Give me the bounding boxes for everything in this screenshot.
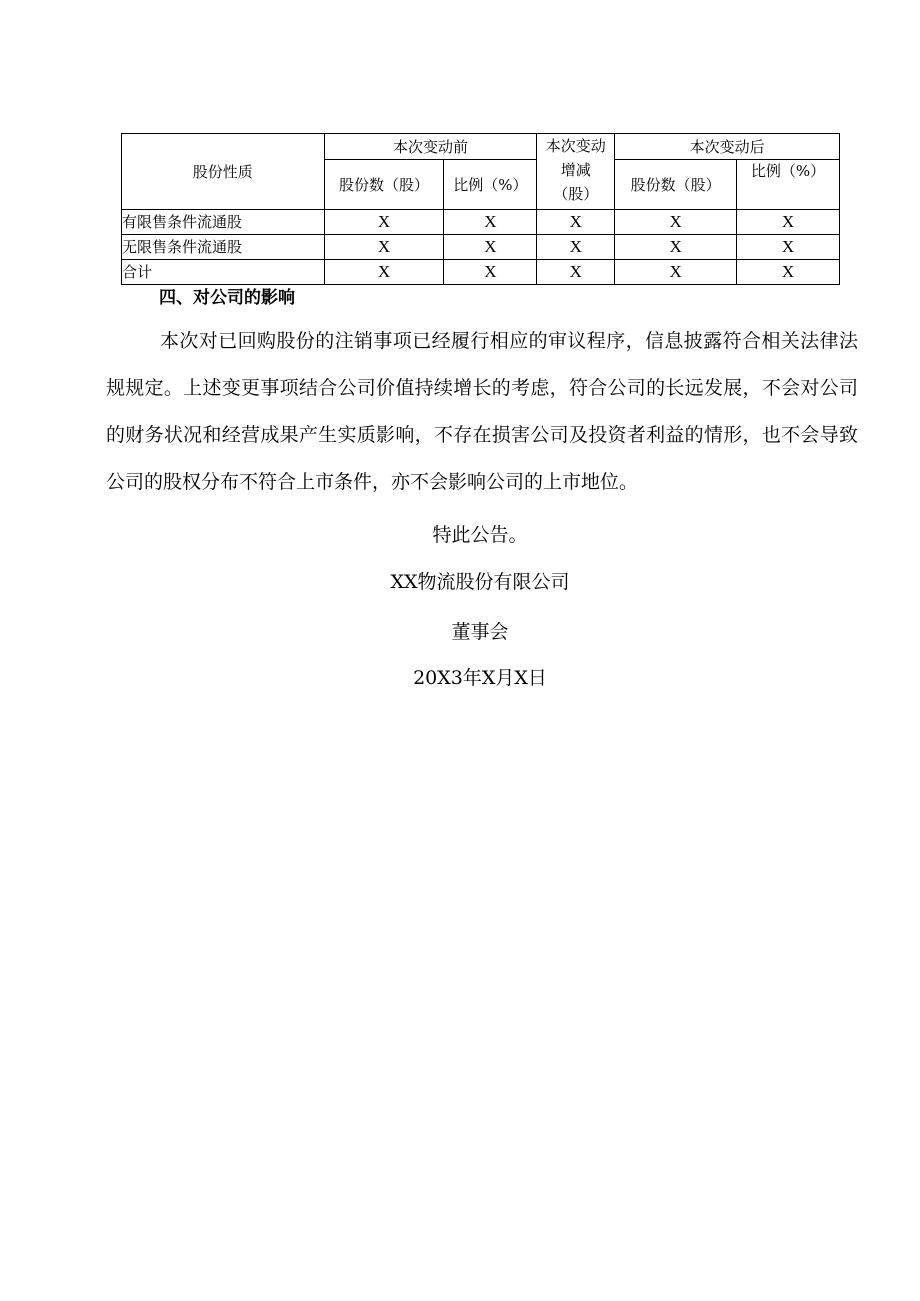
header-after-shares: 股份数（股） xyxy=(615,160,737,210)
board-signature: 董事会 xyxy=(451,621,509,643)
section-heading: 四、对公司的影响 xyxy=(159,288,295,308)
header-before-change: 本次变动前 xyxy=(324,134,537,160)
cell-after-ratio: X xyxy=(737,260,840,285)
company-name: XX物流股份有限公司 xyxy=(390,571,570,593)
cell-change: X xyxy=(537,260,615,285)
header-share-type: 股份性质 xyxy=(122,134,325,210)
closing-notice: 特此公告。 xyxy=(432,524,528,546)
table-row xyxy=(122,235,840,260)
body-paragraph: 本次对已回购股份的注销事项已经履行相应的审议程序，信息披露符合相关法律法规规定。上述变更事项结合公司价值持续增长的考虑，符合公司的长远发展，不会对公司的财务状况和经营成果产生实质影响，不存在损害公司及投资者利益的情形，也不会导致公司的股权分布不符合上市条件，亦不会影响公司的上市地位。 xyxy=(106,330,858,493)
table-row xyxy=(122,260,840,285)
header-change-amount xyxy=(537,134,615,210)
cell-before-ratio: X xyxy=(444,235,537,260)
cell-change: X xyxy=(537,210,615,235)
share-structure-table xyxy=(121,133,840,285)
header-after-ratio: 比例（%） xyxy=(737,160,840,210)
cell-before-shares: X xyxy=(324,210,444,235)
cell-after-shares: X xyxy=(615,260,737,285)
cell-before-shares: X xyxy=(324,235,444,260)
header-before-shares: 股份数（股） xyxy=(324,160,444,210)
cell-before-ratio: X xyxy=(444,260,537,285)
table-header-row xyxy=(122,134,840,160)
cell-after-shares: X xyxy=(615,210,737,235)
announcement-date: 20X3年X月X日 xyxy=(413,667,547,689)
row-label: 合计 xyxy=(122,260,325,285)
cell-before-ratio: X xyxy=(444,210,537,235)
cell-after-ratio: X xyxy=(737,210,840,235)
header-change-line1: 本次变动 xyxy=(545,137,606,155)
cell-change: X xyxy=(537,235,615,260)
row-label: 有限售条件流通股 xyxy=(122,210,325,235)
cell-before-shares: X xyxy=(324,260,444,285)
header-change-line2: 增减 xyxy=(560,161,591,179)
row-label: 无限售条件流通股 xyxy=(122,235,325,260)
cell-after-ratio: X xyxy=(737,235,840,260)
header-change-line3: （股） xyxy=(553,185,599,203)
header-after-change: 本次变动后 xyxy=(615,134,840,160)
cell-after-shares: X xyxy=(615,235,737,260)
header-before-ratio: 比例（%） xyxy=(444,160,537,210)
table-row xyxy=(122,210,840,235)
